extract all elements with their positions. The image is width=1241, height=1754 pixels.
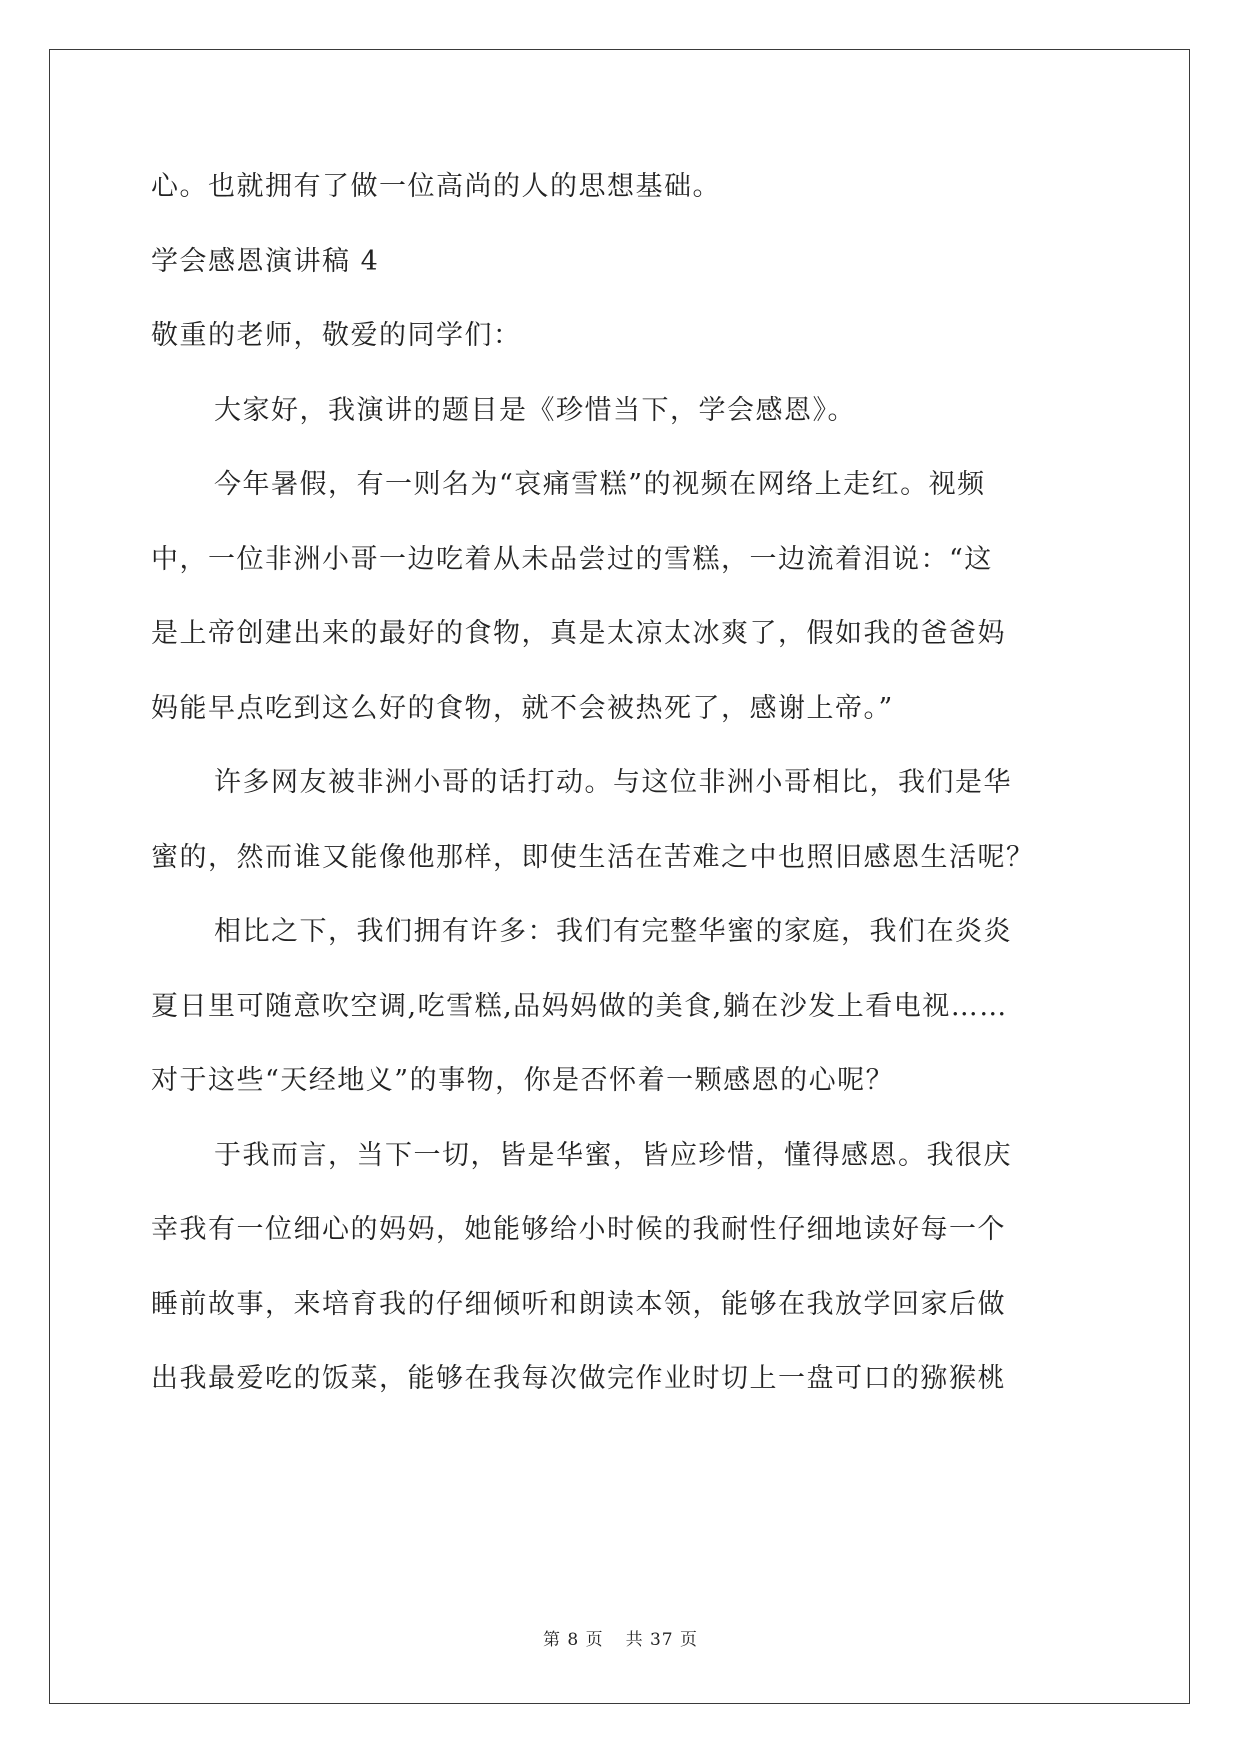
paragraph-line: 睡前故事，来培育我的仔细倾听和朗读本领，能够在我放学回家后做 bbox=[151, 1288, 1006, 1320]
paragraph-line: 夏日里可随意吹空调,吃雪糕,品妈妈做的美食,躺在沙发上看电视…… bbox=[151, 990, 1008, 1022]
paragraph-line: 是上帝创建出来的最好的食物，真是太凉太冰爽了，假如我的爸爸妈 bbox=[151, 618, 1006, 649]
paragraph-line: 大家好，我演讲的题目是《珍惜当下，学会感恩》。 bbox=[214, 394, 856, 426]
paragraph-line: 对于这些“天经地义”的事物，你是否怀着一颗感恩的心呢？ bbox=[151, 1065, 895, 1096]
page-number: 第 8 页 bbox=[542, 1630, 604, 1650]
section-heading: 学会感恩演讲稿 4 bbox=[151, 245, 380, 277]
page-footer bbox=[0, 1625, 1241, 1650]
paragraph-line: 于我而言，当下一切，皆是华蜜，皆应珍惜，懂得感恩。我很庆 bbox=[214, 1139, 1012, 1171]
paragraph-line: 中，一位非洲小哥一边吃着从未品尝过的雪糕，一边流着泪说：“这 bbox=[151, 543, 993, 575]
paragraph-line: 妈能早点吃到这么好的食物，就不会被热死了，感谢上帝。” bbox=[151, 692, 894, 724]
paragraph-line: 幸我有一位细心的妈妈，她能够给小时候的我耐性仔细地读好每一个 bbox=[151, 1214, 1006, 1245]
document-body bbox=[151, 162, 1091, 1429]
paragraph-line: 出我最爱吃的饭菜，能够在我每次做完作业时切上一盘可口的猕猴桃 bbox=[151, 1363, 1006, 1394]
paragraph-line: 相比之下，我们拥有许多：我们有完整华蜜的家庭，我们在炎炎 bbox=[214, 916, 1012, 947]
paragraph-line: 许多网友被非洲小哥的话打动。与这位非洲小哥相比，我们是华 bbox=[214, 767, 1012, 798]
paragraph-line: 今年暑假，有一则名为“哀痛雪糕”的视频在网络上走红。视频 bbox=[214, 469, 986, 500]
salutation: 敬重的老师，敬爱的同学们： bbox=[151, 320, 522, 351]
paragraph-line: 蜜的，然而谁又能像他那样，即使生活在苦难之中也照旧感恩生活呢？ bbox=[151, 841, 1035, 873]
text-line: 心。也就拥有了做一位高尚的人的思想基础。 bbox=[151, 171, 721, 202]
page-total: 共 37 页 bbox=[625, 1630, 699, 1650]
